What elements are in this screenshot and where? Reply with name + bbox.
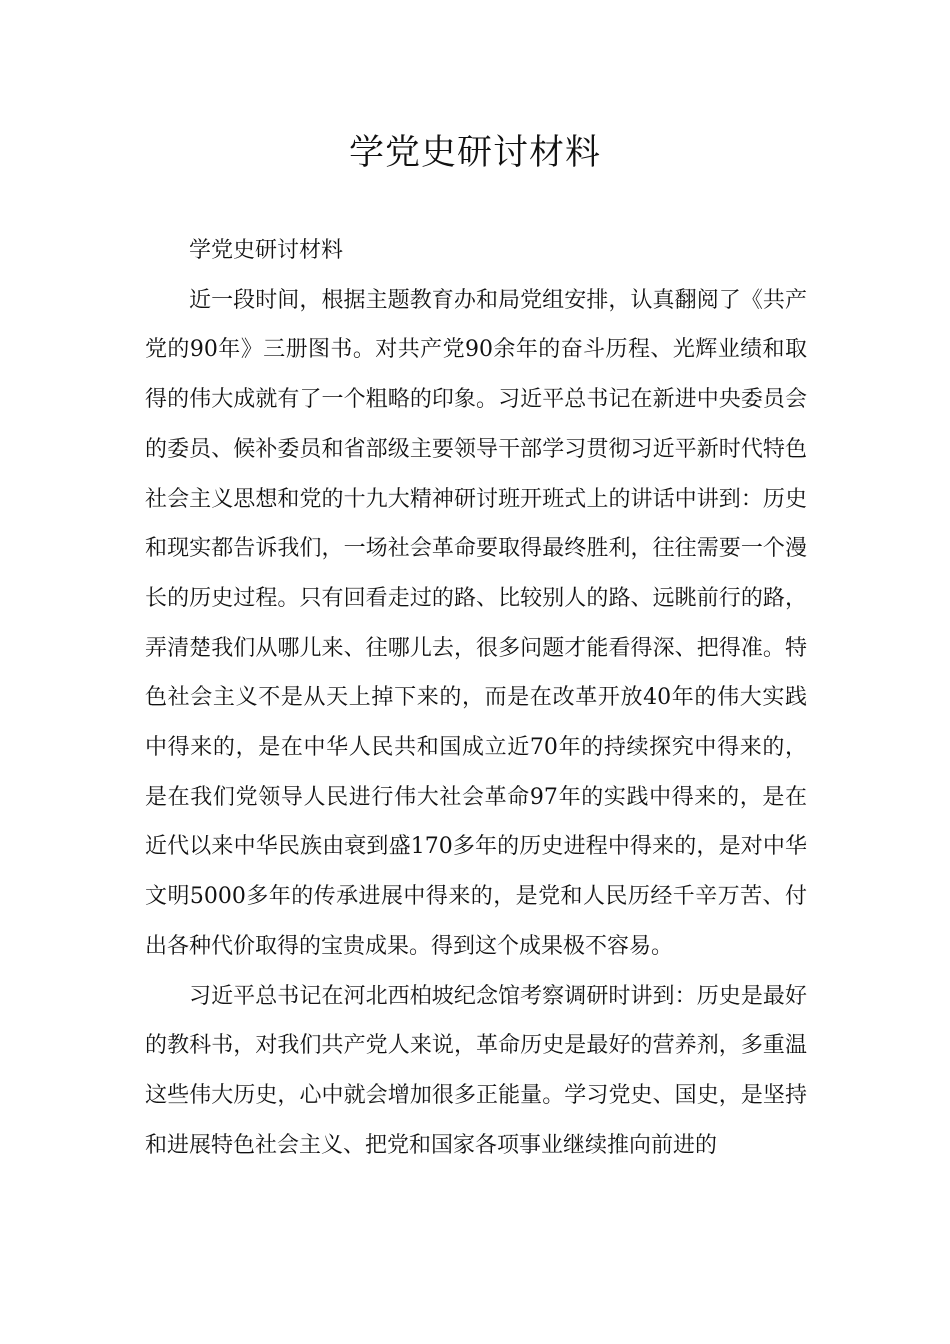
- document-body: [145, 226, 807, 1170]
- paragraph-1: 近一段时间，根据主题教育办和局党组安排，认真翻阅了《共产党的90年》三册图书。对共产党90余年的奋斗历程、光辉业绩和取得的伟大成就有了一个粗略的印象。习近平总书记在新进中央委员会的委员、候补委员和省部级主要领导干部学习贯彻习近平新时代特色社会主义思想和党的十九大精神研讨班开班式上的讲话中讲到：历史和现实都告诉我们，一场社会革命要取得最终胜利，往往需要一个漫长的历史过程。只有回看走过的路、比较别人的路、远眺前行的路，弄清楚我们从哪儿来、往哪儿去，很多问题才能看得深、把得准。特色社会主义不是从天上掉下来的，而是在改革开放40年的伟大实践中得来的，是在中华人民共和国成立近70年的持续探究中得来的，是在我们党领导人民进行伟大社会革命97年的实践中得来的，是在近代以来中华民族由衰到盛170多年的历史进程中得来的，是对中华文明5000多年的传承进展中得来的，是党和人民历经千辛万苦、付出各种代价取得的宝贵成果。得到这个成果极不容易。: [145, 287, 807, 959]
- document-title: 学党史研讨材料: [348, 133, 601, 173]
- paragraph-2: 习近平总书记在河北西柏坡纪念馆考察调研时讲到：历史是最好的教科书，对我们共产党人来说，革命历史是最好的营养剂，多重温这些伟大历史，心中就会增加很多正能量。学习党史、国史，是坚持和进展特色社会主义、把党和国家各项事业继续推向前进的: [145, 983, 807, 1158]
- paragraph-subtitle: 学党史研讨材料: [189, 238, 344, 263]
